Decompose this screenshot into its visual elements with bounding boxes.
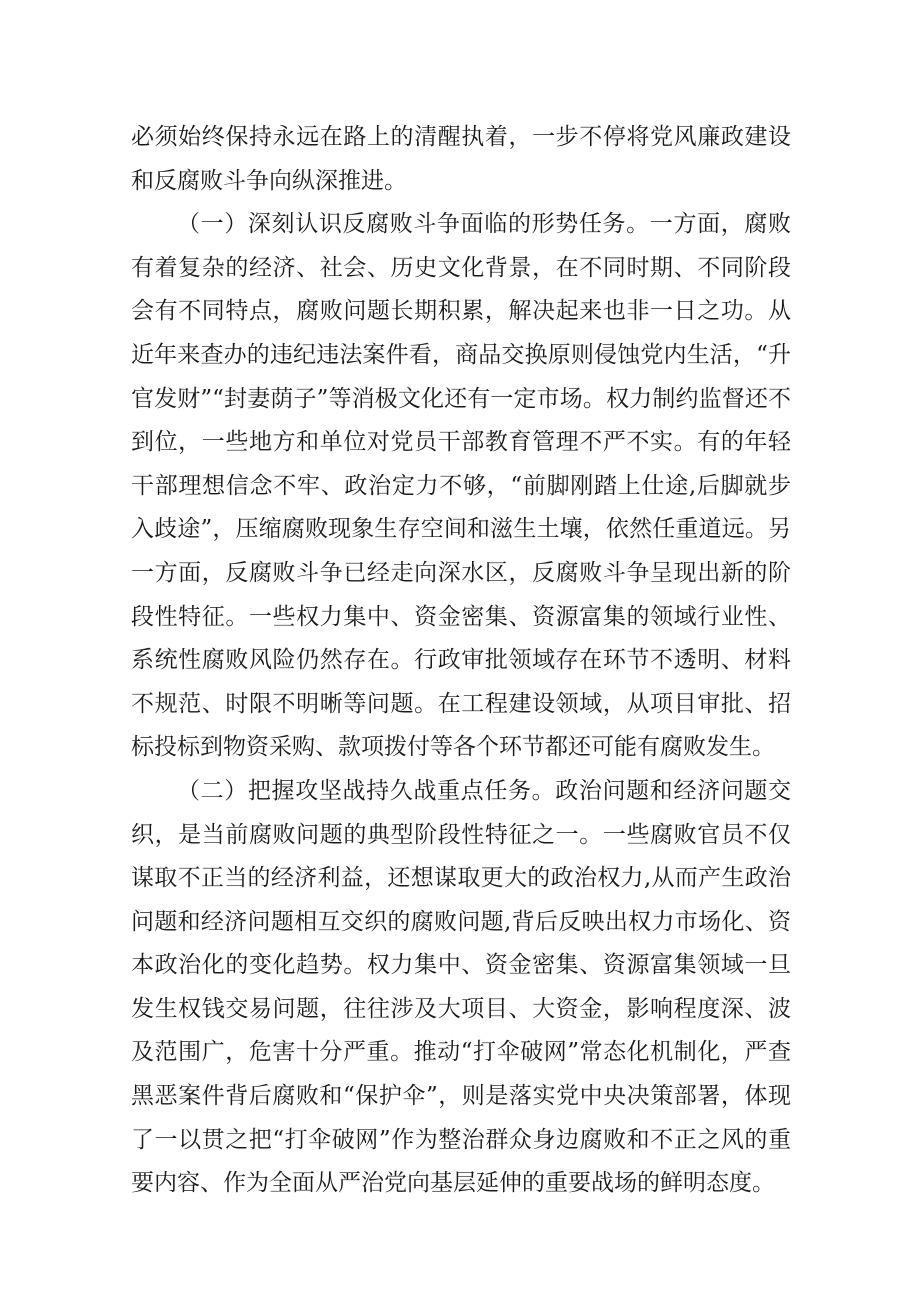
paragraph-continuation: 必须始终保持永远在路上的清醒执着，一步不停将党风廉政建设和反腐败斗争向纵深推进。 [131, 124, 791, 194]
paragraph-section-two: （二）把握攻坚战持久战重点任务。政治问题和经济问题交织，是当前腐败问题的典型阶段性特征之一。一些腐败官员不仅谋取不正当的经济利益，还想谋取更大的政治权力,从而产生政治问题和经济问题相互交织的腐败问题,背后反映出权力市场化、资本政治化的变化趋势。权力集中、资金密集、资源富集领域一旦发生权钱交易问题，往往涉及大项目、大资金，影响程度深、波及范围广，危害十分严重。推动“打伞破网”常态化机制化，严查黑恶案件背后腐败和“保护伞”，则是落实党中央决策部署，体现了一以贯之把“打伞破网”作为整治群众身边腐败和不正之风的重要内容、作为全面从严治党向基层延伸的重要战场的鲜明态度。 [131, 777, 791, 1197]
paragraph-section-one: （一）深刻认识反腐败斗争面临的形势任务。一方面，腐败有着复杂的经济、社会、历史文化背景，在不同时期、不同阶段会有不同特点，腐败问题长期积累，解决起来也非一日之功。从近年来查办的违纪违法案件看，商品交换原则侵蚀党内生活，“升官发财”“封妻荫子”等消极文化还有一定市场。权力制约监督还不到位，一些地方和单位对党员干部教育管理不严不实。有的年轻干部理想信念不牢、政治定力不够，“前脚刚踏上仕途,后脚就步入歧途”，压缩腐败现象生存空间和滋生土壤，依然任重道远。另一方面，反腐败斗争已经走向深水区，反腐败斗争呈现出新的阶段性特征。一些权力集中、资金密集、资源富集的领域行业性、系统性腐败风险仍然存在。行政审批领域存在环节不透明、材料不规范、时限不明晰等问题。在工程建设领域，从项目审批、招标投标到物资采购、款项拨付等各个环节都还可能有腐败发生。 [131, 211, 791, 761]
body-text [131, 116, 791, 1206]
